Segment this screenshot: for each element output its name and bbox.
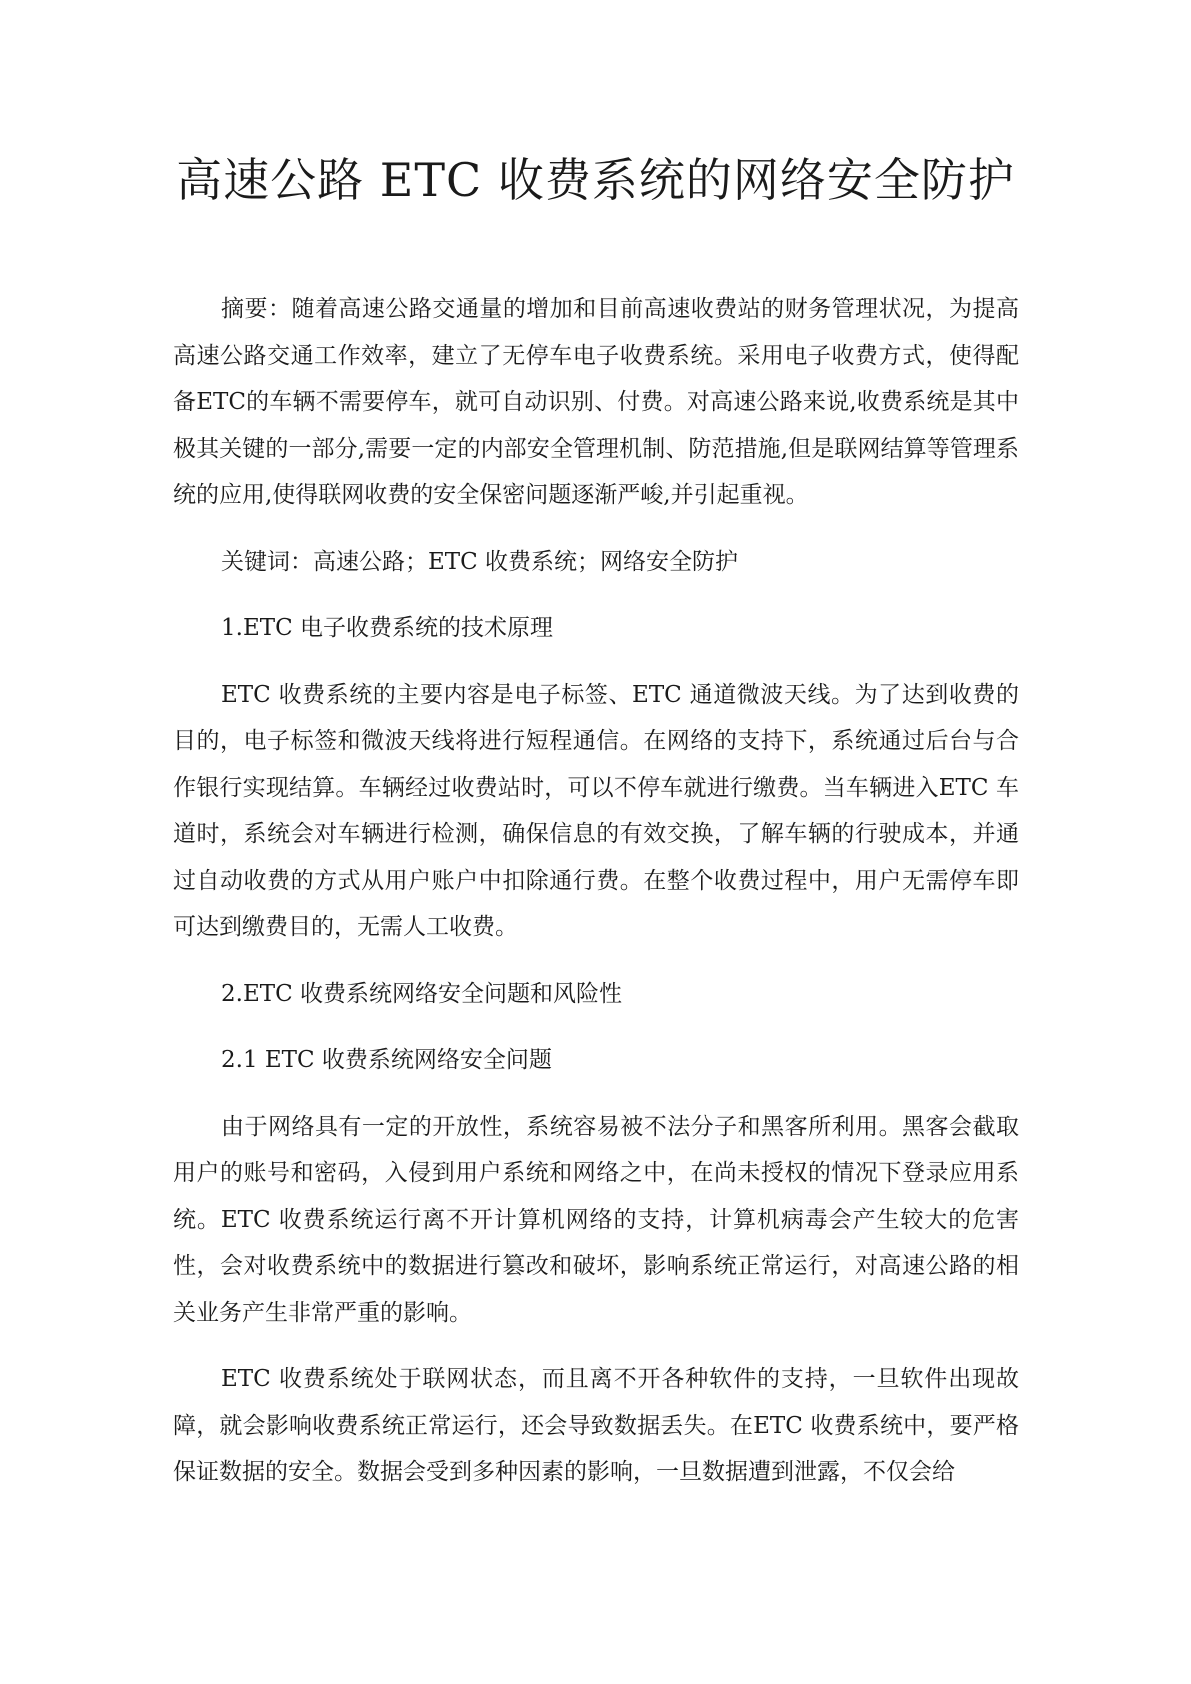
keywords-line: 关键词：高速公路；ETC 收费系统；网络安全防护 <box>221 548 739 575</box>
section-2-1-paragraph-2: ETC 收费系统处于联网状态，而且离不开各种软件的支持，一旦软件出现故障，就会影响收费系统正常运行，还会导致数据丢失。在ETC 收费系统中，要严格保证数据的安全。数据会受到多种因素的影响，一旦数据遭到泄露，不仅会给 <box>173 1366 1019 1485</box>
document-body <box>173 286 1019 1496</box>
section-2-1-heading: 2.1 ETC 收费系统网络安全问题 <box>221 1047 552 1073</box>
abstract-paragraph: 摘要：随着高速公路交通量的增加和目前高速收费站的财务管理状况，为提高高速公路交通工作效率，建立了无停车电子收费系统。采用电子收费方式，使得配备ETC的车辆不需要停车，就可自动识别、付费。对高速公路来说,收费系统是其中极其关键的一部分,需要一定的内部安全管理机制、防范措施,但是联网结算等管理系统的应用,使得联网收费的安全保密问题逐渐严峻,并引起重视。 <box>173 296 1019 508</box>
document-title: 高速公路 ETC 收费系统的网络安全防护 <box>176 153 1015 207</box>
section-2-heading: 2.ETC 收费系统网络安全问题和风险性 <box>221 980 622 1007</box>
section-2-1-paragraph-1: 由于网络具有一定的开放性，系统容易被不法分子和黑客所利用。黑客会截取用户的账号和密码，入侵到用户系统和网络之中，在尚未授权的情况下登录应用系统。ETC 收费系统运行离不开计算机网络的支持，计算机病毒会产生较大的危害性，会对收费系统中的数据进行篡改和破坏，影响系统正常运行，对高速公路的相关业务产生非常严重的影响。 <box>173 1113 1019 1326</box>
section-1-heading: 1.ETC 电子收费系统的技术原理 <box>221 615 553 641</box>
section-1-paragraph: ETC 收费系统的主要内容是电子标签、ETC 通道微波天线。为了达到收费的目的，电子标签和微波天线将进行短程通信。在网络的支持下，系统通过后台与合作银行实现结算。车辆经过收费站时，可以不停车就进行缴费。当车辆进入ETC 车道时，系统会对车辆进行检测，确保信息的有效交换，了解车辆的行驶成本，并通过自动收费的方式从用户账户中扣除通行费。在整个收费过程中，用户无需停车即可达到缴费目的，无需人工收费。 <box>173 681 1019 940</box>
